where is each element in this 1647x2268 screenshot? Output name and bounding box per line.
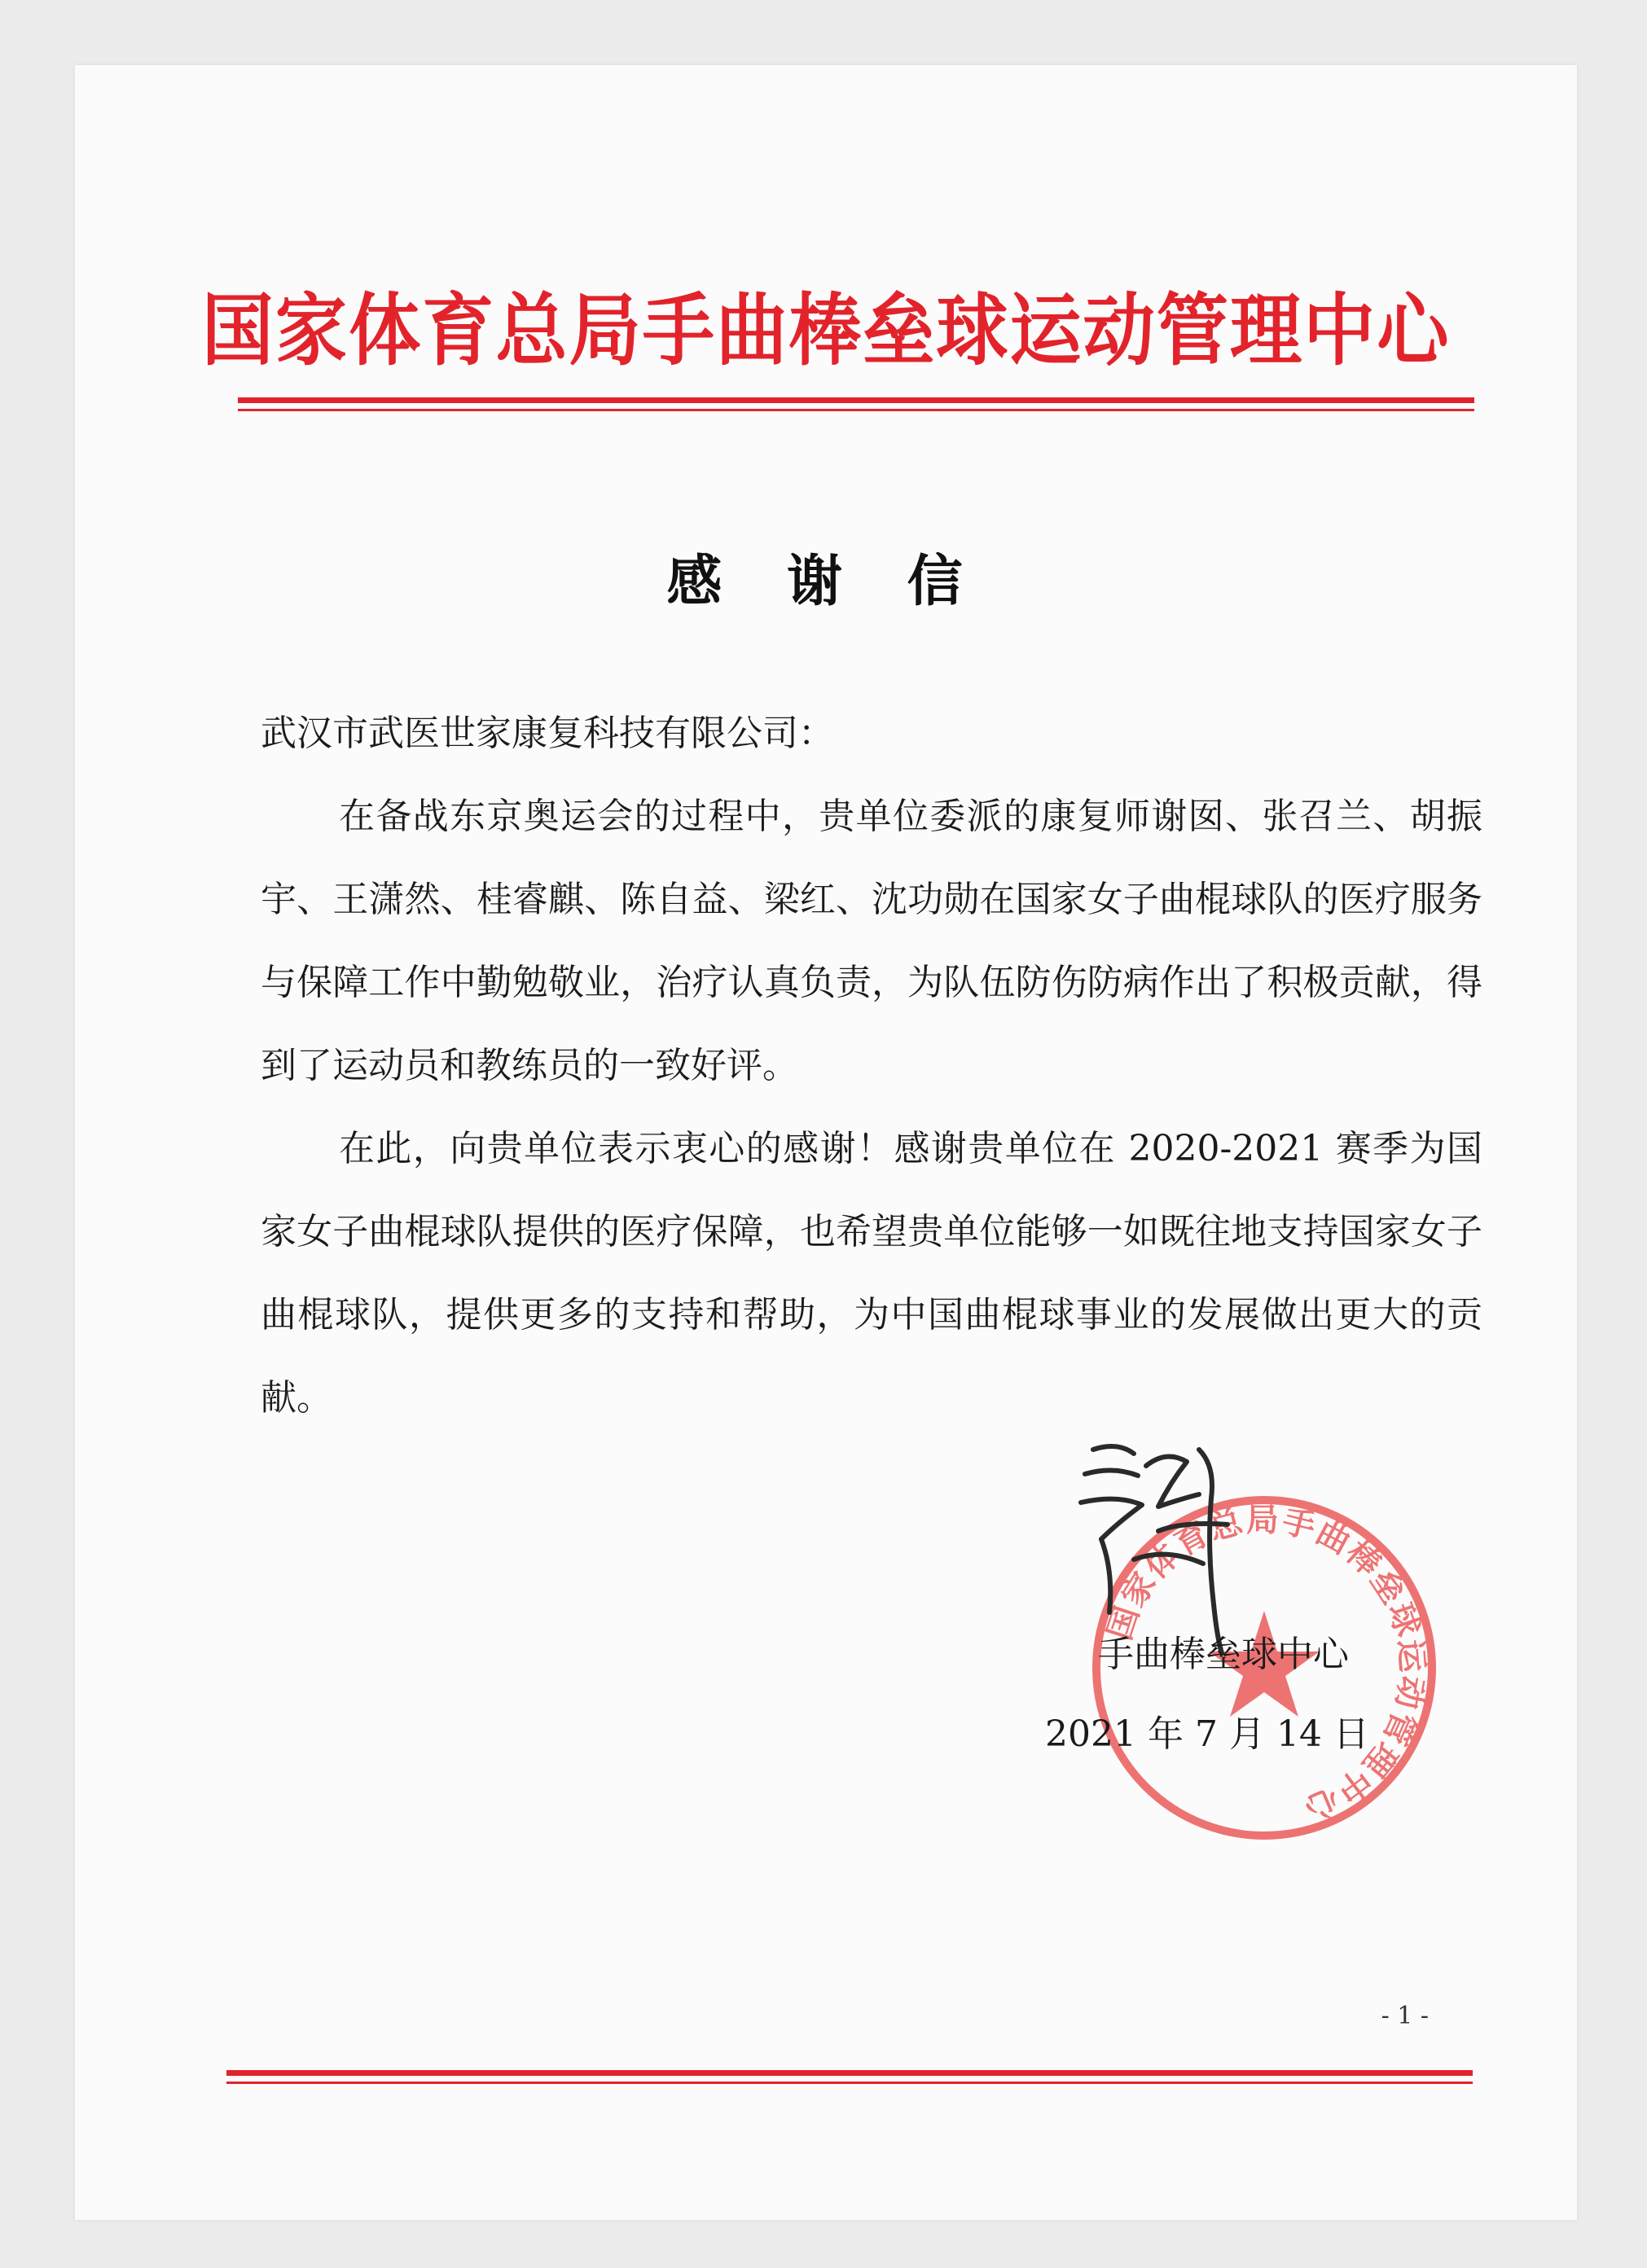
header-rule-thin <box>238 409 1474 411</box>
footer-rule-thin <box>226 2082 1473 2084</box>
footer-rule <box>226 2070 1473 2084</box>
letter-body <box>261 692 1482 1440</box>
header-rule <box>238 397 1474 411</box>
letter-date: 2021 年 7 月 14 日 <box>1045 1713 1369 1755</box>
paragraph-2: 在此，向贵单位表示衷心的感谢！感谢贵单位在 2020-2021 赛季为国家女子曲棍球队提供的医疗保障，也希望贵单位能够一如既往地支持国家女子曲棍球队，提供更多的支持和帮助，为中国曲棍球事业的发展做出更大的贡献。 <box>261 1128 1482 1419</box>
header-rule-thick <box>238 397 1474 403</box>
seal-text: 国家体育总局手曲棒垒球运动管理中心 <box>1100 1501 1432 1828</box>
letter-page <box>75 65 1577 2220</box>
letter-title: 感 谢 信 <box>666 549 986 614</box>
page-number: - 1 - <box>1381 2002 1429 2030</box>
salutation: 武汉市武医世家康复科技有限公司： <box>261 713 834 754</box>
paragraph-1: 在备战东京奥运会的过程中，贵单位委派的康复师谢囡、张召兰、胡振宇、王潇然、桂睿麒、陈自益、梁红、沈功勋在国家女子曲棍球队的医疗服务与保障工作中勤勉敬业，治疗认真负责，为队伍防伤防病作出了积极贡献，得到了运动员和教练员的一致好评。 <box>261 796 1482 1086</box>
footer-rule-thick <box>226 2070 1473 2076</box>
organization-header: 国家体育总局手曲棒垒球运动管理中心 <box>201 285 1451 376</box>
sender-name: 手曲棒垒球中心 <box>1098 1634 1349 1675</box>
